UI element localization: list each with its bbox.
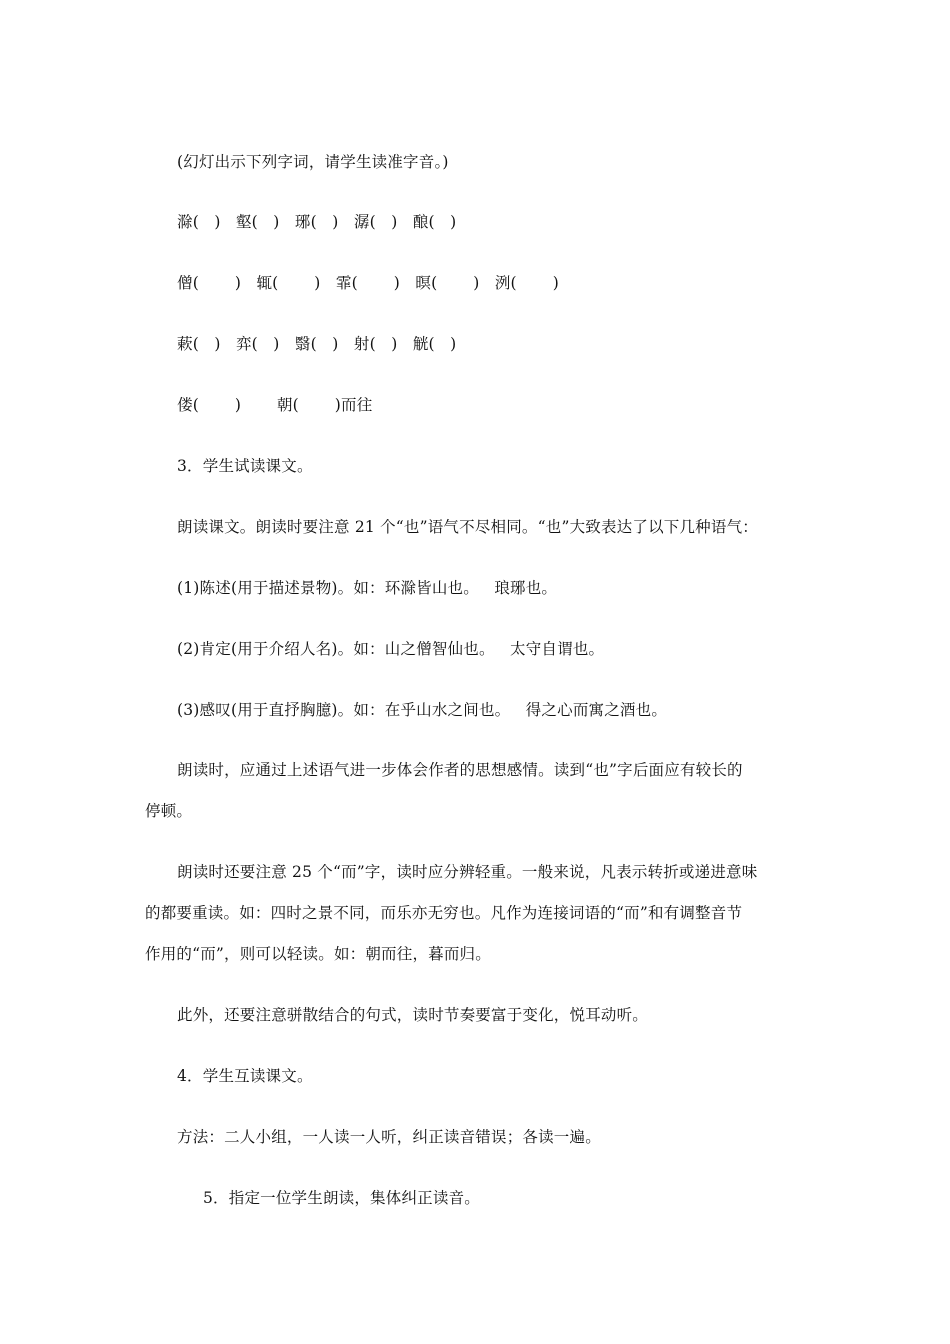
- character-row-4: 偻( ) 朝( )而往: [177, 396, 373, 414]
- tone-affirmation: (2)肯定(用于介绍人名)。如：山之僧智仙也。 太守自谓也。: [177, 640, 605, 658]
- step-5-heading: 5．指定一位学生朗读，集体纠正读音。: [203, 1189, 480, 1207]
- step-4-heading: 4．学生互读课文。: [177, 1067, 313, 1085]
- tone-exclamation: (3)感叹(用于直抒胸臆)。如：在乎山水之间也。 得之心而寓之酒也。: [177, 701, 668, 719]
- paragraph-er-line-3: 作用的“而”，则可以轻读。如：朝而往，暮而归。: [145, 945, 491, 963]
- character-row-1: 滁( ) 壑( ) 琊( ) 潺( ) 酿( ): [177, 213, 457, 231]
- step-4-method: 方法：二人小组，一人读一人听，纠正读音错误；各读一遍。: [177, 1128, 601, 1146]
- paragraph-ye-line-1: 朗读时，应通过上述语气进一步体会作者的思想感情。读到“也”字后面应有较长的: [177, 761, 743, 779]
- slide-instruction: (幻灯出示下列字词，请学生读准字音。): [177, 153, 449, 171]
- paragraph-er-line-2: 的都要重读。如：四时之景不同，而乐亦无穷也。凡作为连接词语的“而”和有调整音节: [145, 904, 743, 922]
- reading-ye-intro: 朗读课文。朗读时要注意 21 个“也”语气不尽相同。“也”大致表达了以下几种语气：: [177, 518, 758, 536]
- tone-statement: (1)陈述(用于描述景物)。如：环滁皆山也。 琅琊也。: [177, 579, 558, 597]
- character-row-2: 僧( ) 辄( ) 霏( ) 暝( ) 洌( ): [177, 274, 559, 292]
- paragraph-er-line-1: 朗读时还要注意 25 个“而”字，读时应分辨轻重。一般来说，凡表示转折或递进意味: [177, 863, 758, 881]
- step-3-heading: 3．学生试读课文。: [177, 457, 313, 475]
- paragraph-rhythm: 此外，还要注意骈散结合的句式，读时节奏要富于变化，悦耳动听。: [177, 1006, 649, 1024]
- character-row-3: 蔌( ) 弈( ) 翳( ) 射( ) 觥( ): [177, 335, 457, 353]
- paragraph-ye-line-2: 停顿。: [145, 802, 193, 820]
